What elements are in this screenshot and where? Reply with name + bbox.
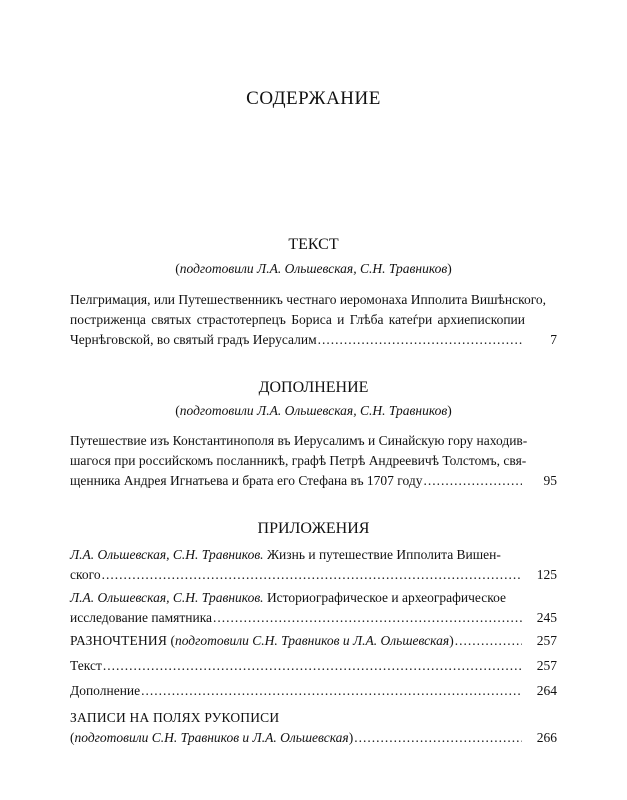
entry-line: исследование памятника (70, 610, 213, 625)
toc-entry-historiography[interactable]: Л.А. Ольшевская, С.Н. Травников. Историографическое и археографическое исследование памятника ..... 245 (70, 588, 557, 628)
section-heading-supplement: ДОПОЛНЕНИЕ (258, 379, 369, 396)
credit-names: подготовили Л.А. Ольшевская, С.Н. Травников (179, 403, 448, 418)
page-number: 95 (543, 473, 557, 488)
entry-label: Текст (70, 658, 102, 673)
entry-label: Дополнение (70, 683, 141, 698)
page-number: 257 (536, 633, 557, 648)
page-number: 125 (536, 567, 557, 582)
page-title: СОДЕРЖАНИЕ (246, 88, 381, 109)
section-credit-text: (подготовили Л.А. Ольшевская, С.Н. Травников) (175, 261, 452, 276)
section-credit-supplement: (подготовили Л.А. Ольшевская, С.Н. Травников) (175, 403, 452, 418)
page-number: 264 (536, 683, 557, 698)
toc-entry-supplement[interactable] (70, 681, 557, 701)
toc-entry-pilgrimage[interactable] (70, 290, 557, 350)
dot-leader (424, 471, 523, 491)
entry-line: Путешествие изъ Константинополя въ Иерусалимъ и Синайскую гору находив- (70, 433, 528, 448)
entry-line: Пелгримация, или Путешественникъ честнаго иеромонаха Ипполита Вишѣнского, (70, 292, 547, 307)
page-number: 257 (536, 658, 557, 673)
dot-leader (318, 330, 522, 350)
dot-leader (103, 656, 522, 676)
credit-names: подготовили С.Н. Травников и Л.А. Ольшевская (74, 730, 349, 745)
toc-entry-life[interactable]: Л.А. Ольшевская, С.Н. Травников. Жизнь и путешествие Ипполита Вишен- ского ..... 125 (70, 545, 557, 585)
page-number: 266 (536, 730, 557, 745)
dot-leader (213, 608, 522, 628)
section-heading-text: ТЕКСТ (288, 236, 339, 253)
entry-authors: Л.А. Ольшевская, С.Н. Травников. (70, 547, 264, 562)
credit-names: подготовили С.Н. Травников и Л.А. Ольшевская (174, 633, 450, 648)
entry-label: РАЗНОЧТЕНИЯ (70, 633, 168, 648)
page-number: 7 (550, 332, 557, 347)
toc-entry-text[interactable] (70, 656, 557, 676)
dot-leader (141, 681, 522, 701)
entry-line: постриженца святых страстотерпецъ Бориса и Глѣба катеѓри архиепископии (70, 312, 525, 327)
section-heading-appendices: ПРИЛОЖЕНИЯ (257, 520, 370, 537)
credit-names: подготовили Л.А. Ольшевская, С.Н. Травников (179, 261, 448, 276)
toc-entry-journey[interactable] (70, 431, 557, 491)
entry-line: шагося при российскомъ посланникѣ, графѣ Петрѣ Андреевичѣ Толстомъ, свя- (70, 453, 527, 468)
entry-line: Чернѣговской, во святый градъ Иерусалим (70, 332, 317, 347)
dot-leader (455, 631, 522, 651)
entry-line: ского (70, 567, 101, 582)
toc-entry-marginal-notes[interactable]: ЗАПИСИ НА ПОЛЯХ РУКОПИСИ (подготовили С.Н. Травников и Л.А. Ольшевская) ..... 266 (70, 708, 557, 748)
entry-authors: Л.А. Ольшевская, С.Н. Травников. (70, 590, 264, 605)
dot-leader (354, 728, 522, 748)
entry-line: щенника Андрея Игнатьева и брата его Стефана въ 1707 году (70, 473, 423, 488)
page-number: 245 (536, 610, 557, 625)
toc-entry-variants[interactable]: РАЗНОЧТЕНИЯ (подготовили С.Н. Травников и Л.А. Ольшевская) ..... 257 (70, 631, 557, 651)
entry-label: ЗАПИСИ НА ПОЛЯХ РУКОПИСИ (70, 710, 280, 725)
dot-leader (102, 565, 522, 585)
